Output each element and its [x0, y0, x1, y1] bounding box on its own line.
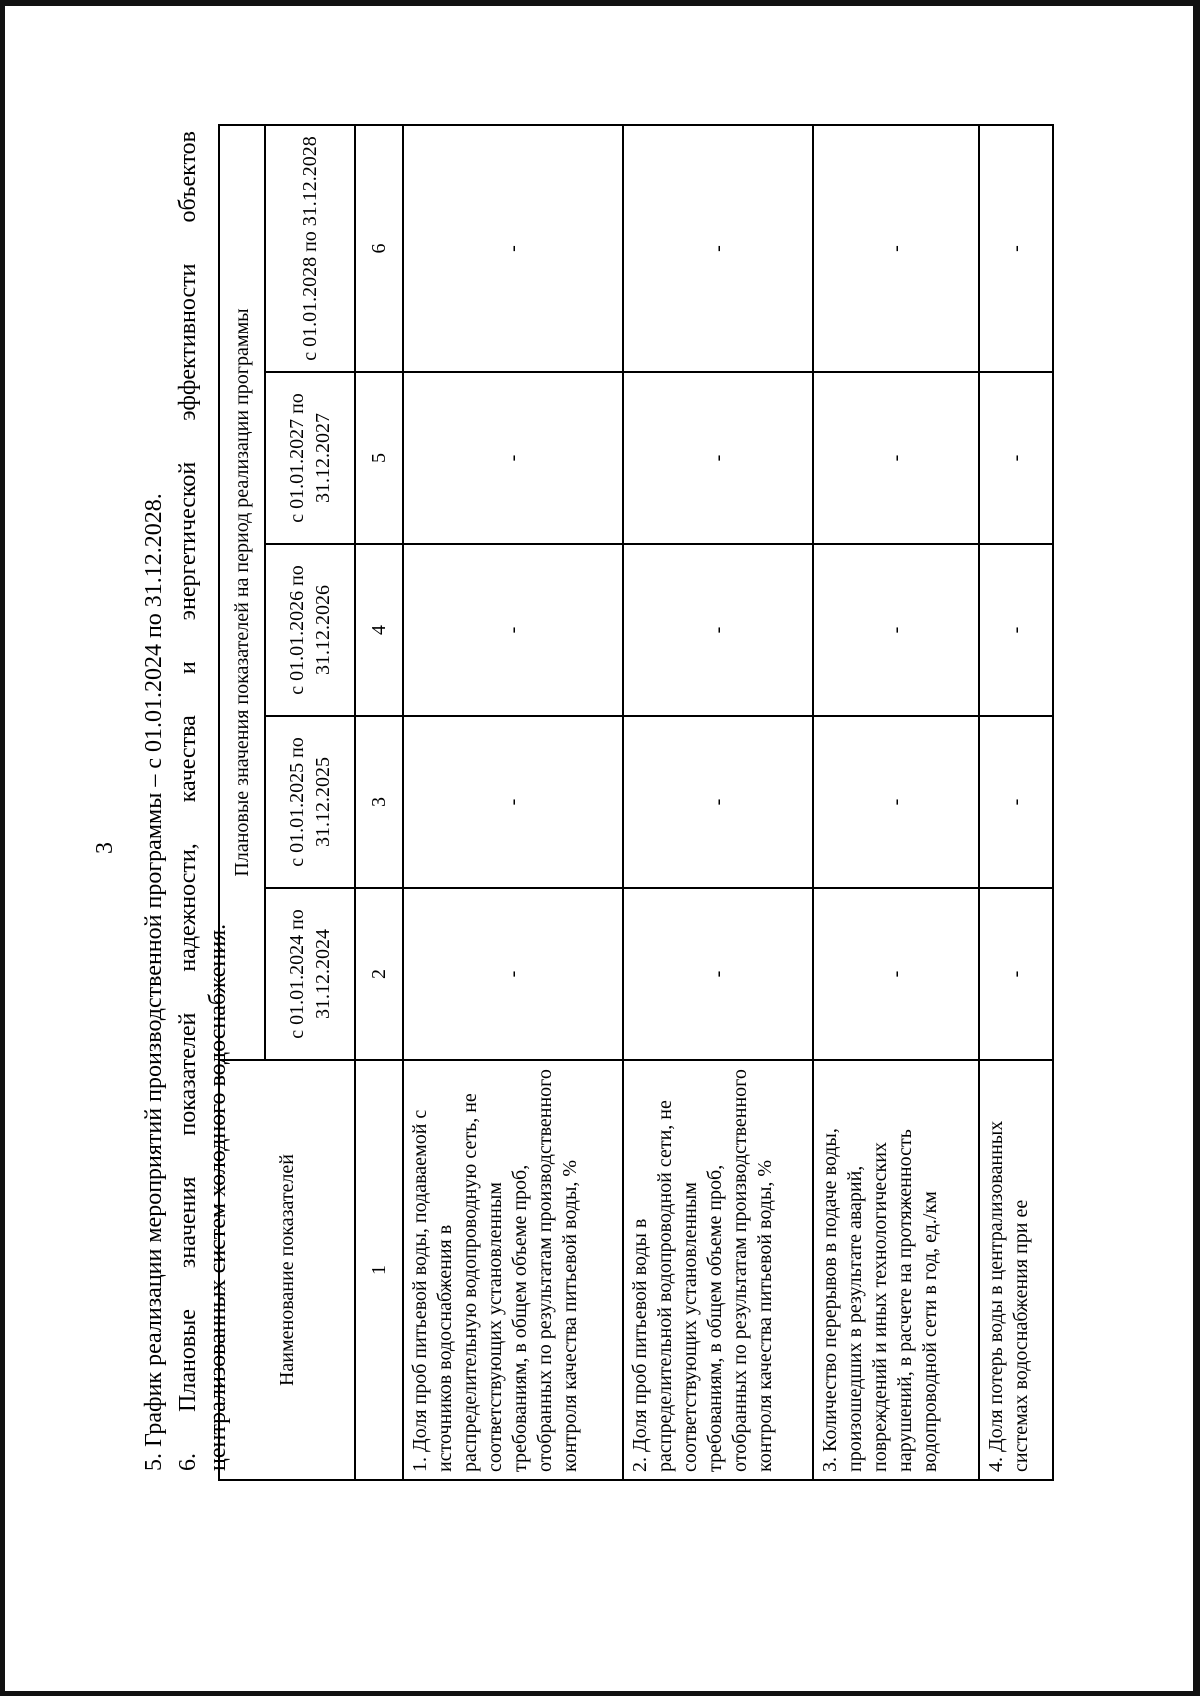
- indicator-value: -: [813, 716, 979, 888]
- indicator-value: -: [623, 372, 813, 544]
- indicator-value: -: [403, 372, 623, 544]
- indicator-value: -: [813, 372, 979, 544]
- column-number-row: [355, 125, 403, 1480]
- table-row: [979, 125, 1053, 1480]
- column-number: 5: [355, 372, 403, 544]
- table-row: [623, 125, 813, 1480]
- indicator-label: 4. Доля потерь воды в централизованных системах водоснабжения при ее: [979, 1060, 1053, 1480]
- section-5-heading: 5. График реализации мероприятий производственной программы – с 01.01.2024 по 31.12.2028.: [141, 493, 167, 1471]
- table-header-row: [219, 125, 265, 1480]
- indicator-value: -: [403, 544, 623, 716]
- indicator-value: -: [979, 716, 1053, 888]
- period-header-2027: с 01.01.2027 по 31.12.2027: [265, 372, 355, 544]
- indicator-label: 3. Количество перерывов в подаче воды, произошедших в результате аварий, повреждений и иных технологических нарушений, в расчете на протяженность водопроводной сети в год, ед./км: [813, 1060, 979, 1480]
- indicator-label: 2. Доля проб питьевой воды в распределительной водопроводной сети, не соответствующих установленным требованиям, в общем объеме проб, отобранных по результатам производственного контроля качества питьевой воды, %: [623, 1060, 813, 1480]
- column-number: 1: [355, 1060, 403, 1480]
- plan-values-header: Плановые значения показателей на период реализации программы: [219, 125, 265, 1060]
- indicator-value: -: [623, 888, 813, 1060]
- column-number: 4: [355, 544, 403, 716]
- indicator-value: -: [813, 544, 979, 716]
- column-number: 2: [355, 888, 403, 1060]
- indicator-value: -: [623, 125, 813, 372]
- page-number: 3: [92, 842, 118, 854]
- indicator-value: -: [403, 125, 623, 372]
- section-6-heading-line2: централизованных систем холодного водоснабжения.: [205, 923, 231, 1471]
- indicator-value: -: [813, 125, 979, 372]
- period-header-2025: с 01.01.2025 по 31.12.2025: [265, 716, 355, 888]
- indicator-value: -: [979, 544, 1053, 716]
- indicator-value: -: [813, 888, 979, 1060]
- indicators-table: [218, 124, 1054, 1481]
- indicator-value: -: [979, 372, 1053, 544]
- period-header-2026: с 01.01.2026 по 31.12.2026: [265, 544, 355, 716]
- indicator-value: -: [979, 888, 1053, 1060]
- indicator-label: 1. Доля проб питьевой воды, подаваемой с источников водоснабжения в распределительную водопроводную сеть, не соответствующих установленным требованиям, в общем объеме проб, отобранных по результатам производственного контроля качества питьевой воды, %: [403, 1060, 623, 1480]
- indicator-value: -: [979, 125, 1053, 372]
- period-header-2024: с 01.01.2024 по 31.12.2024: [265, 888, 355, 1060]
- period-header-2028: с 01.01.2028 по 31.12.2028: [265, 125, 355, 372]
- column-number: 6: [355, 125, 403, 372]
- indicator-value: -: [623, 716, 813, 888]
- column-number: 3: [355, 716, 403, 888]
- table-row: [813, 125, 979, 1480]
- table-row: [403, 125, 623, 1480]
- indicator-value: -: [403, 716, 623, 888]
- indicator-value: -: [623, 544, 813, 716]
- indicator-value: -: [403, 888, 623, 1060]
- name-column-header: Наименование показателей: [219, 1060, 355, 1480]
- section-6-heading-line1: 6. Плановые значения показателей надежности, качества и энергетической эффективности объектов: [175, 131, 201, 1471]
